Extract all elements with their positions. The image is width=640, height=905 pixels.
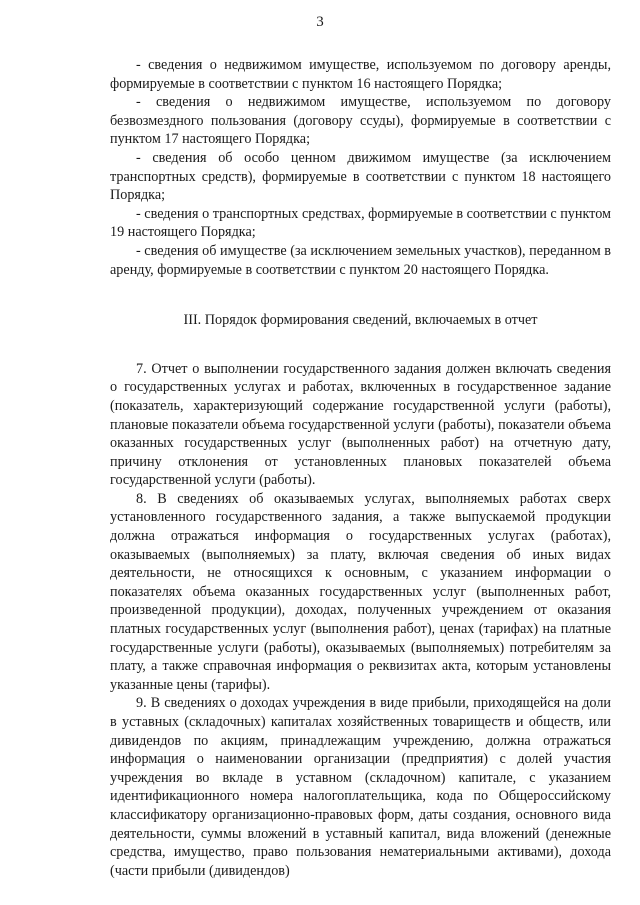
- document-body: [110, 56, 611, 880]
- bullet-item: - сведения о транспортных средствах, формируемые в соответствии с пунктом 19 настоящего Порядка;: [110, 205, 611, 241]
- page-number: 3: [316, 14, 324, 30]
- bullet-item: - сведения об имуществе (за исключением земельных участков), переданном в аренду, формируемые в соответствии с пунктом 20 настоящего Порядка.: [110, 242, 611, 278]
- bullet-item: - сведения об особо ценном движимом имуществе (за исключением транспортных средств), формируемые в соответствии с пунктом 18 настоящего Порядка;: [110, 149, 611, 204]
- section-heading: III. Порядок формирования сведений, включаемых в отчет: [183, 312, 538, 329]
- paragraph-7: 7. Отчет о выполнении государственного задания должен включать сведения о государственных услугах и работах, включенных в государственное задание (показатель, характеризующий содержание государственной услуги (работы), плановые показатели объема государственной услуги (работы), показатели объема оказанных государственных услуг (выполненных работ) на отчетную дату, причину отклонения от установленных плановых показателей объема государственной услуги (работы).: [110, 360, 611, 489]
- paragraph-8: 8. В сведениях об оказываемых услугах, выполняемых работах сверх установленного государственного задания, а также выпускаемой продукции должна отражаться информация о государственных услугах (работах), оказываемых (выполняемых) за плату, включая сведения об иных видах деятельности, не относящихся к основным, с указанием информации о показателях объема оказанных государственных услуг (выполненных работ, произведенной продукции), доходах, полученных учреждением от оказания платных государственных услуг (выполнения работ), ценах (тарифах) на платные государственные услуги (работы), оказываемых (выполняемых) потребителям за плату, а также справочная информация о реквизитах акта, которым установлены указанные цены (тарифы).: [110, 490, 611, 693]
- paragraph-9: 9. В сведениях о доходах учреждения в виде прибыли, приходящейся на доли в уставных (складочных) капиталах хозяйственных товариществ и обществ, или дивидендов по акциям, принадлежащим учреждению, должна отражаться информация о наименовании организации (предприятия) с долей участия учреждения во вкладе в уставном (складочном) капитале, с указанием идентификационного номера налогоплательщика, кода по Общероссийскому классификатору организационно-правовых форм, даты создания, основного вида деятельности, суммы вложений в уставный капитал, вида вложений (денежные средства, имущество, право пользования нематериальными активами), дохода (части прибыли (дивидендов): [110, 695, 611, 879]
- bullet-item: - сведения о недвижимом имуществе, используемом по договору аренды, формируемые в соответствии с пунктом 16 настоящего Порядка;: [110, 57, 611, 92]
- bullet-item: - сведения о недвижимом имуществе, используемом по договору безвозмездного пользования (договору ссуды), формируемые в соответствии с пунктом 17 настоящего Порядка;: [110, 94, 611, 148]
